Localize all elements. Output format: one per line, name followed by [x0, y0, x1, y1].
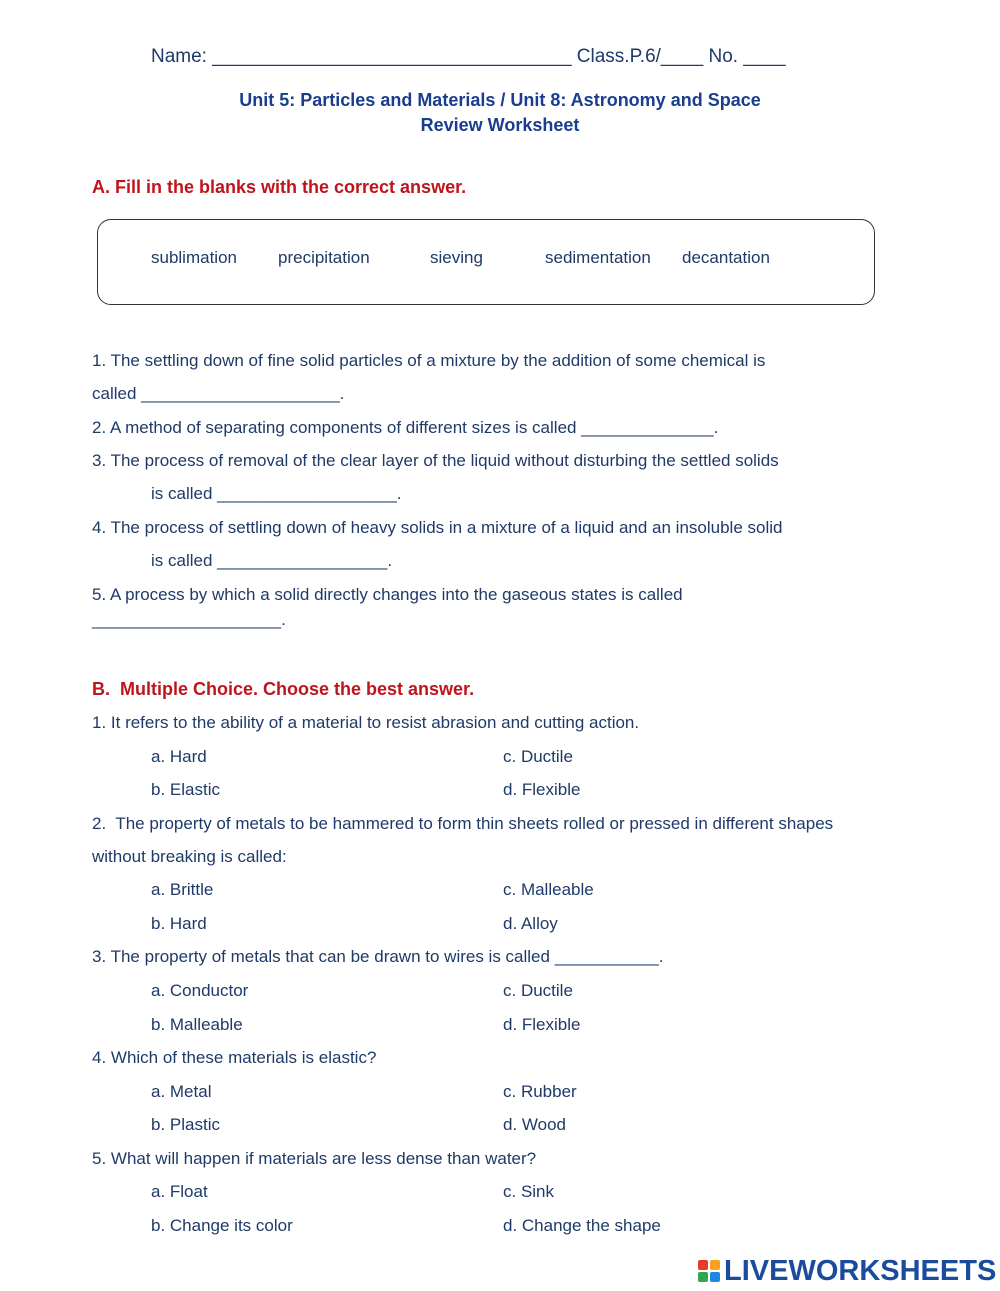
logo-text: LIVEWORKSHEETS	[724, 1254, 997, 1287]
logo-blocks-icon	[698, 1260, 720, 1282]
mc-question-2: 2. The property of metals to be hammered to form thin sheets rolled or pressed in different shapes	[92, 814, 834, 833]
mc-option[interactable]: a. Float	[151, 1182, 208, 1201]
fill-question-4: 4. The process of settling down of heavy solids in a mixture of a liquid and an insoluble solid	[92, 518, 783, 537]
mc-option[interactable]: a. Metal	[151, 1082, 212, 1101]
mc-option[interactable]: b. Plastic	[151, 1115, 220, 1134]
section-b-heading: B. Multiple Choice. Choose the best answer.	[92, 679, 475, 699]
mc-option[interactable]: d. Change the shape	[503, 1216, 661, 1235]
worksheet-subtitle: Review Worksheet	[420, 115, 580, 135]
mc-question-3: 3. The property of metals that can be drawn to wires is called ___________.	[92, 947, 664, 966]
name-class-line: Name: __________________________________ Class.P.6/____ No. ____	[151, 46, 786, 67]
fill-question-1: 1. The settling down of fine solid particles of a mixture by the addition of some chemical is	[92, 351, 766, 370]
liveworksheets-logo	[698, 1254, 996, 1288]
mc-option[interactable]: a. Hard	[151, 747, 207, 766]
fill-answer-blank-4[interactable]: is called __________________.	[151, 551, 393, 570]
mc-option[interactable]: d. Alloy	[503, 914, 558, 933]
mc-option[interactable]: c. Sink	[503, 1182, 555, 1201]
mc-question-5: 5. What will happen if materials are less dense than water?	[92, 1149, 537, 1168]
word-bank-item: precipitation	[278, 248, 370, 267]
mc-question-1: 1. It refers to the ability of a material to resist abrasion and cutting action.	[92, 713, 640, 732]
word-bank-item: decantation	[682, 248, 770, 267]
mc-option[interactable]: b. Hard	[151, 914, 207, 933]
mc-option[interactable]: c. Ductile	[503, 981, 573, 1000]
fill-answer-blank-3[interactable]: is called ___________________.	[151, 484, 402, 503]
mc-option[interactable]: d. Flexible	[503, 780, 581, 799]
section-a-heading: A. Fill in the blanks with the correct answer.	[92, 177, 467, 197]
mc-option[interactable]: c. Rubber	[503, 1082, 577, 1101]
mc-option[interactable]: b. Change its color	[151, 1216, 293, 1235]
word-bank-item: sieving	[430, 248, 483, 267]
mc-option[interactable]: a. Brittle	[151, 880, 214, 899]
mc-option[interactable]: b. Elastic	[151, 780, 220, 799]
mc-question-2-cont: without breaking is called:	[92, 847, 287, 866]
worksheet-title: Unit 5: Particles and Materials / Unit 8: Astronomy and Space	[239, 90, 761, 110]
mc-option[interactable]: c. Ductile	[503, 747, 573, 766]
mc-option[interactable]: b. Malleable	[151, 1015, 243, 1034]
fill-question-3: 3. The process of removal of the clear layer of the liquid without disturbing the settled solids	[92, 451, 779, 470]
fill-answer-blank-1[interactable]: called _____________________.	[92, 384, 345, 403]
mc-option[interactable]: d. Wood	[503, 1115, 567, 1134]
mc-option[interactable]: d. Flexible	[503, 1015, 581, 1034]
fill-question-5: 5. A process by which a solid directly changes into the gaseous states is called	[92, 585, 683, 604]
fill-answer-blank-5[interactable]: ____________________.	[92, 610, 286, 629]
fill-question-2[interactable]: 2. A method of separating components of different sizes is called ______________.	[92, 418, 719, 437]
mc-option[interactable]: c. Malleable	[503, 880, 594, 899]
word-bank-item: sublimation	[151, 248, 237, 267]
mc-question-4: 4. Which of these materials is elastic?	[92, 1048, 377, 1067]
mc-option[interactable]: a. Conductor	[151, 981, 249, 1000]
word-bank-item: sedimentation	[545, 248, 651, 267]
